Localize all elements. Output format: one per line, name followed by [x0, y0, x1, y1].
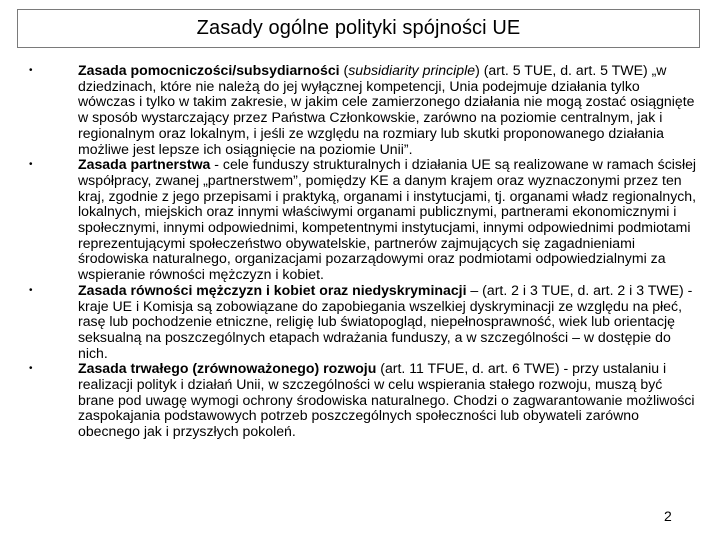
- bullet-text: [78, 63, 699, 157]
- bullet-equality: [27, 283, 699, 362]
- bullet-paren: (: [339, 62, 349, 78]
- bullet-text: [78, 283, 699, 362]
- bullet-sustainable: [27, 361, 699, 440]
- bullet-body: ) (art. 5 TUE, d. art. 5 TWE) „w dziedzinach, które nie należą do jej wyłącznej kompetencji, Unia podejmuje działania tylko wówczas i tylko w takim zakresie, w jakim cele zamierzonego działania nie mogą zostać osiągnięte w sposób wystarczający przez Państwa Członkowskie, zarówno na poziomie centralnym, jak i regionalnym oraz lokalnym, i jeśli ze względu na rozmiary lub skutki proponowanego działania możliwe jest lepsze ich osiągnięcie na poziomie Unii”.: [78, 62, 695, 157]
- bullet-dot-icon: •: [29, 159, 33, 171]
- bullet-heading: Zasada trwałego (zrównoważonego) rozwoju: [78, 360, 377, 377]
- bullet-heading: Zasada partnerstwa: [78, 156, 211, 173]
- bullet-body: – (art. 2 i 3 TUE, d. art. 2 i 3 TWE) - kraje UE i Komisja są zobowiązane do zapobiegania wszelkiej dyskryminacji ze względu na płeć, rasę lub pochodzenie etniczne, religię lub światopogląd, niepełnosprawność, wiek lub orientację seksualną na poszczególnych etapach wdrażania funduszy, a w szczególności – w dostępie do nich.: [78, 281, 693, 361]
- bullet-partnership: [27, 157, 699, 283]
- bullet-italic-term: subsidiarity principle: [348, 62, 476, 78]
- bullet-heading: Zasada pomocniczości/subsydiarności: [78, 62, 340, 78]
- bullet-body: - cele funduszy strukturalnych i działania UE są realizowane w ramach ścisłej współpracy, zwanej „partnerstwem”, pomiędzy KE a danym krajem oraz wyznaczonymi przez ten kraj, zgodnie z jego przepisami i praktyką, organami i instytucjami, tj. organami władz regionalnych, lokalnych, miejskich oraz innymi właściwymi organami publicznymi, partnerami ekonomicznymi i społecznymi, innymi odpowiednimi, kompetentnymi instytucjami, innymi odpowiednimi podmiotami reprezentującymi społeczeństwo obywatelskie, partnerów zajmujących się zagadnieniami środowiska naturalnego, organizacjami pozarządowymi oraz podmiotami odpowiedzialnymi za wspieranie równości mężczyzn i kobiet.: [78, 156, 697, 283]
- bullet-subsidiarity: [27, 63, 699, 157]
- bullet-list: [27, 63, 699, 440]
- bullet-dot-icon: •: [29, 363, 33, 375]
- bullet-dot-icon: •: [29, 284, 33, 296]
- bullet-dot-icon: •: [29, 65, 33, 76]
- bullet-body: (art. 11 TFUE, d. art. 6 TWE) - przy ustalaniu i realizacji polityk i działań Unii, w szczególności w celu wspierania stałego rozwoju, muszą być brane pod uwagę wymogi ochrony środowiska naturalnego. Chodzi o zagwarantowanie możliwości zaspokajania podstawowych potrzeb poszczególnych społeczności lub obywateli zarówno obecnego jak i przyszłych pokoleń.: [78, 360, 695, 440]
- slide-title: Zasady ogólne polityki spójności UE: [17, 9, 700, 48]
- bullet-text: [78, 157, 699, 283]
- bullet-heading: Zasada równości mężczyzn i kobiet oraz niedyskryminacji: [78, 281, 467, 298]
- page-number: 2: [664, 508, 672, 524]
- bullet-text: [78, 361, 699, 440]
